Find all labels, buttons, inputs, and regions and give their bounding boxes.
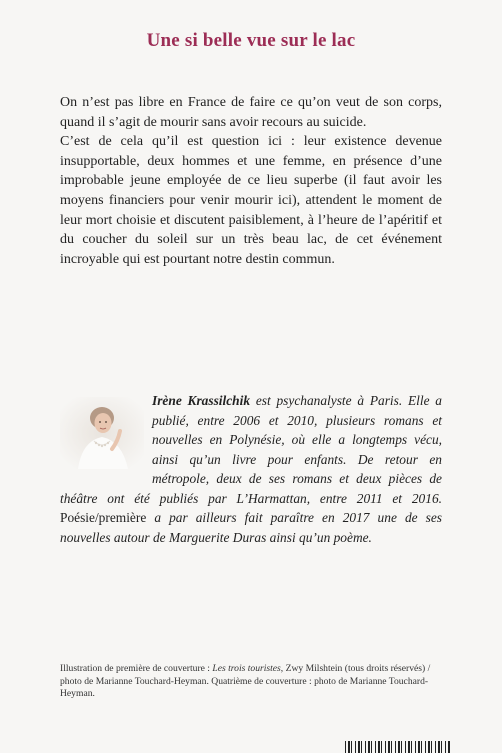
summary-paragraph: On n’est pas libre en France de faire ce qu’on veut de son corps, quand il s’agit de mourir sans avoir recours au suicide. — [60, 95, 442, 130]
author-bio-text: est psychanalyste à Paris. Elle a publié, entre 2006 et 2010, plusieurs romans et nouvelles en Polynésie, où elle a longtemps vécu, ainsi qu’un livre pour enfants. De retour en métropole, deux de ses romans et deux pièces de théâtre ont été publiés par L’Harmattan, entre 2011 et 2016. — [60, 393, 442, 506]
author-name: Irène Krassilchik — [152, 393, 251, 408]
author-bio-text-2: a par ailleurs fait paraître en 2017 une de ses nouvelles autour de Marguerite Duras ainsi qu’un poème. — [60, 510, 442, 545]
author-photo — [60, 397, 144, 469]
credits-work-title: Les trois touristes — [212, 663, 281, 674]
summary-paragraph: C’est de cela qu’il est question ici : leur existence devenue insupportable, deux hommes et une femme, en présence d’une improbable jeune employée de ce lieu superbe (il faut avoir les moyens financiers pour venir mourir ici), attendent le moment de leur mort choisie et discutent paisiblement, à l’heure de l’apéritif et du coucher du soleil sur un très beau lac, de cet événement incroyable qui est pourtant notre destin commun. — [60, 134, 442, 267]
barcode — [345, 741, 450, 753]
summary-text — [60, 93, 442, 269]
page-title: Une si belle vue sur le lac — [146, 30, 356, 51]
publisher-name: Poésie/première — [60, 510, 147, 525]
credits-rest: , Zwy Milshtein (tous droits réservés) / photo de Marianne Touchard-Heyman. Quatrième de couverture : photo de Marianne Touchard-Heyman. — [60, 663, 431, 700]
cover-credits — [60, 663, 450, 701]
author-bio — [60, 391, 442, 547]
credits-prefix: Illustration de première de couverture : — [60, 663, 213, 674]
